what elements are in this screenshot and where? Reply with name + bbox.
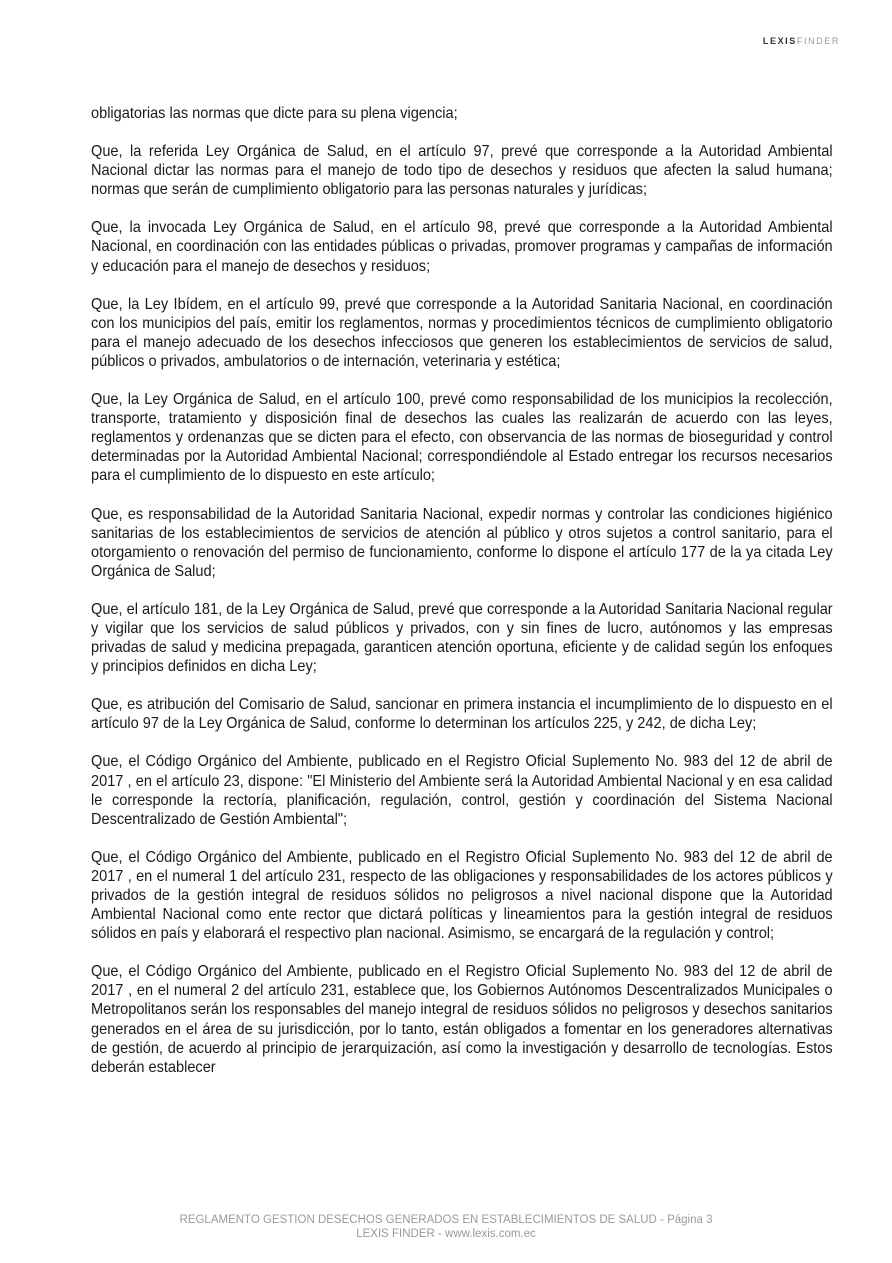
lexis-finder-logo xyxy=(763,36,840,46)
logo-bold-text: LEXIS xyxy=(762,36,797,46)
paragraph: Que, es atribución del Comisario de Salud, sancionar en primera instancia el incumplimiento de lo dispuesto en el artículo 97 de la Ley Orgánica de Salud, conforme lo determinan los artículos 225, y 242, de dicha Ley; xyxy=(91,696,833,733)
paragraph: Que, el artículo 181, de la Ley Orgánica de Salud, prevé que corresponde a la Autoridad Sanitaria Nacional regular y vigilar que los servicios de salud públicos y privados, con y sin fines de lucro, autónomos y las empresas privadas de salud y medicina prepagada, garanticen atención oportuna, eficiente y de calidad según los enfoques y principios definidos en dicha Ley; xyxy=(91,600,833,676)
paragraph: Que, la referida Ley Orgánica de Salud, en el artículo 97, prevé que corresponde a la Autoridad Ambiental Nacional dictar las normas para el manejo de todo tipo de desechos y residuos que afecten la salud humana; normas que serán de cumplimiento obligatorio para las personas naturales y jurídicas; xyxy=(91,143,833,199)
logo-light-text: FINDER xyxy=(796,36,840,46)
paragraph: Que, el Código Orgánico del Ambiente, publicado en el Registro Oficial Suplemento No. 983 del 12 de abril de 2017 , en el artículo 23, dispone: "El Ministerio del Ambiente será la Autoridad Ambiental Nacional y en esa calidad le corresponde la rectoría, planificación, regulación, control, gestión y coordinación del Sistema Nacional Descentralizado de Gestión Ambiental"; xyxy=(91,753,833,828)
paragraph: Que, la Ley Orgánica de Salud, en el artículo 100, prevé como responsabilidad de los municipios la recolección, transporte, tratamiento y disposición final de desechos las cuales las realizarán de acuerdo con las leyes, reglamentos y ordenanzas que se dicten para el efecto, con observancia de las normas de bioseguridad y control determinadas por la Autoridad Ambiental Nacional; correspondiéndole al Estado entregar los recursos necesarios para el cumplimiento de lo dispuesto en este artículo; xyxy=(91,391,833,485)
paragraph: Que, la Ley Ibídem, en el artículo 99, prevé que corresponde a la Autoridad Sanitaria Nacional, en coordinación con los municipios del país, emitir los reglamentos, normas y procedimientos técnicos de cumplimiento obligatorio para el manejo adecuado de los desechos infecciosos que generen los establecimientos de servicios de salud, públicos o privados, ambulatorios o de internación, veterinaria y estética; xyxy=(91,295,833,370)
paragraph: obligatorias las normas que dicte para su plena vigencia; xyxy=(91,105,458,122)
document-body xyxy=(91,104,833,1096)
paragraph: Que, es responsabilidad de la Autoridad Sanitaria Nacional, expedir normas y controlar las condiciones higiénico sanitarias de los establecimientos de servicios de atención al público y otros sujetos a control sanitario, para el otorgamiento o renovación del permiso de funcionamiento, conforme lo dispone el artículo 177 de la ya citada Ley Orgánica de Salud; xyxy=(91,505,833,580)
paragraph: Que, la invocada Ley Orgánica de Salud, en el artículo 98, prevé que corresponde a la Autoridad Ambiental Nacional, en coordinación con las entidades públicas o privadas, promover programas y campañas de información y educación para el manejo de desechos y residuos; xyxy=(91,219,833,275)
paragraph: Que, el Código Orgánico del Ambiente, publicado en el Registro Oficial Suplemento No. 983 del 12 de abril de 2017 , en el numeral 2 del artículo 231, establece que, los Gobiernos Autónomos Descentralizados Municipales o Metropolitanos serán los responsables del manejo integral de residuos sólidos no peligrosos y desechos sanitarios generados en el área de su jurisdicción, por lo tanto, están obligados a fomentar en los generadores alternativas de gestión, de acuerdo al principio de jerarquización, así como la investigación y desarrollo de tecnologías. Estos deberán establecer xyxy=(91,963,833,1076)
page-footer xyxy=(0,1213,892,1241)
footer-document-title: REGLAMENTO GESTION DESECHOS GENERADOS EN ESTABLECIMIENTOS DE SALUD - Página 3 xyxy=(179,1214,713,1226)
footer-source: LEXIS FINDER - www.lexis.com.ec xyxy=(356,1228,536,1240)
paragraph: Que, el Código Orgánico del Ambiente, publicado en el Registro Oficial Suplemento No. 983 del 12 de abril de 2017 , en el numeral 1 del artículo 231, respecto de las obligaciones y responsabilidades de los actores públicos y privados de la gestión integral de residuos sólidos no peligrosos a nivel nacional dispone que la Autoridad Ambiental Nacional como ente rector que dictará políticas y lineamientos para la gestión integral de residuos sólidos en país y elaborará el respectivo plan nacional. Asimismo, se encargará de la regulación y control; xyxy=(91,848,833,943)
